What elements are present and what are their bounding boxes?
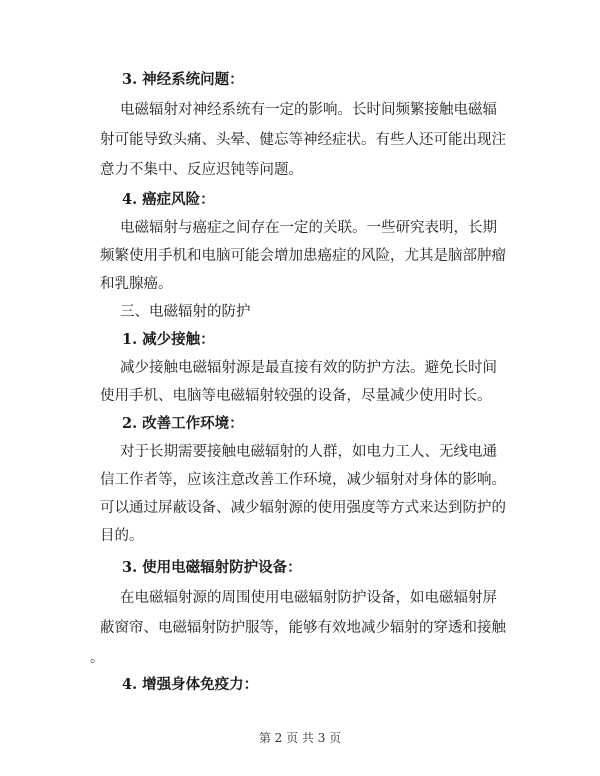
paragraph-line: 电磁辐射对神经系统有一定的影响。长时间频繁接触电磁辐 [120,102,497,118]
paragraph-line: 使用手机、电脑等电磁辐射较强的设备，尽量减少使用时长。 [100,388,492,404]
heading-nervous-system: 3. 神经系统问题： [122,71,244,88]
paragraph-line: 意力不集中、反应迟钝等问题。 [100,162,303,178]
section-heading-protection: 三、电磁辐射的防护 [120,304,251,320]
heading-improve-environment: 2. 改善工作环境： [122,415,244,432]
paragraph-line: 电磁辐射与癌症之间存在一定的关联。一些研究表明，长期 [120,220,497,236]
heading-reduce-contact: 1. 减少接触： [122,331,215,348]
paragraph-line: 减少接触电磁辐射源是最直接有效的防护方法。避免长时间 [120,360,497,376]
paragraph-line: 可以通过屏蔽设备、减少辐射源的使用强度等方式来达到防护的 [100,500,506,516]
heading-protection-equipment: 3. 使用电磁辐射防护设备： [122,559,302,576]
paragraph-line: 信工作者等，应该注意改善工作环境，减少辐射对身体的影响。 [100,472,506,488]
paragraph-line: 目的。 [100,528,144,544]
paragraph-line: 射可能导致头痛、头晕、健忘等神经症状。有些人还可能出现注 [100,132,506,148]
paragraph-line: 在电磁辐射源的周围使用电磁辐射防护设备，如电磁辐射屏 [120,590,497,606]
paragraph-line: 。 [90,650,105,666]
paragraph-line: 对于长期需要接触电磁辐射的人群，如电力工人、无线电通 [120,444,497,460]
paragraph-line: 蔽窗帘、电磁辐射防护服等，能够有效地减少辐射的穿透和接触 [100,620,506,636]
paragraph-line: 频繁使用手机和电脑可能会增加患癌症的风险，尤其是脑部肿瘤 [100,248,506,264]
heading-cancer-risk: 4. 癌症风险： [122,191,215,208]
paragraph-line: 和乳腺癌。 [100,276,173,292]
heading-boost-immunity: 4. 增强身体免疫力： [122,676,259,693]
page-number-footer: 第 2 页 共 3 页 [258,731,342,745]
